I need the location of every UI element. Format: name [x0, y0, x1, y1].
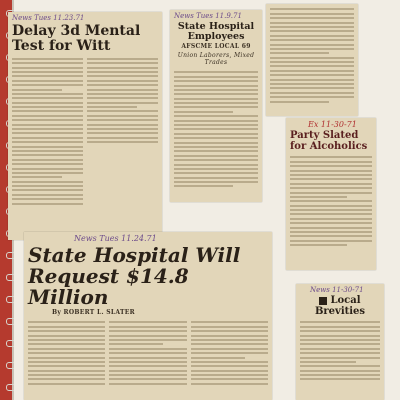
clipping-body — [286, 152, 376, 251]
clipping-date-note: News Tues 11.9.71 — [174, 12, 242, 20]
clipping-continuation — [266, 4, 358, 116]
clipping-party — [286, 118, 376, 270]
clipping-body — [266, 4, 358, 107]
clipping-body — [8, 53, 162, 209]
clipping-witt — [8, 12, 162, 240]
clipping-body — [296, 317, 384, 385]
clipping-headline: Delay 3d Mental Test for Witt — [12, 23, 141, 54]
clipping-headline: State Hospital Employees — [177, 21, 255, 42]
clipping-headline: Party Slated for Alcoholics — [290, 130, 368, 152]
clipping-byline: By ROBERT L. SLATER — [52, 309, 135, 316]
clipping-budget — [24, 232, 272, 400]
union-affiliation: Union Laborers, Mixed Trades — [177, 51, 255, 66]
clipping-date-note: Ex 11-30-71 — [308, 120, 357, 129]
union-name: AFSCME LOCAL 69 — [181, 42, 251, 50]
clipping-date-note: News 11-30-71 — [310, 286, 364, 294]
clipping-headline: State Hospital Will Request $14.8 Million — [28, 243, 241, 309]
clipping-employees — [170, 10, 262, 202]
clipping-date-note: News Tues 11.24.71 — [74, 234, 157, 243]
clipping-date-note: News Tues 11.23.71 — [12, 14, 85, 22]
clipping-body — [170, 67, 262, 192]
clipping-body — [24, 317, 272, 389]
clipping-brevities — [296, 284, 384, 400]
clipping-headline — [296, 296, 384, 317]
bullet-square-icon — [319, 297, 327, 305]
brevities-title: Local Brevities — [314, 295, 366, 317]
